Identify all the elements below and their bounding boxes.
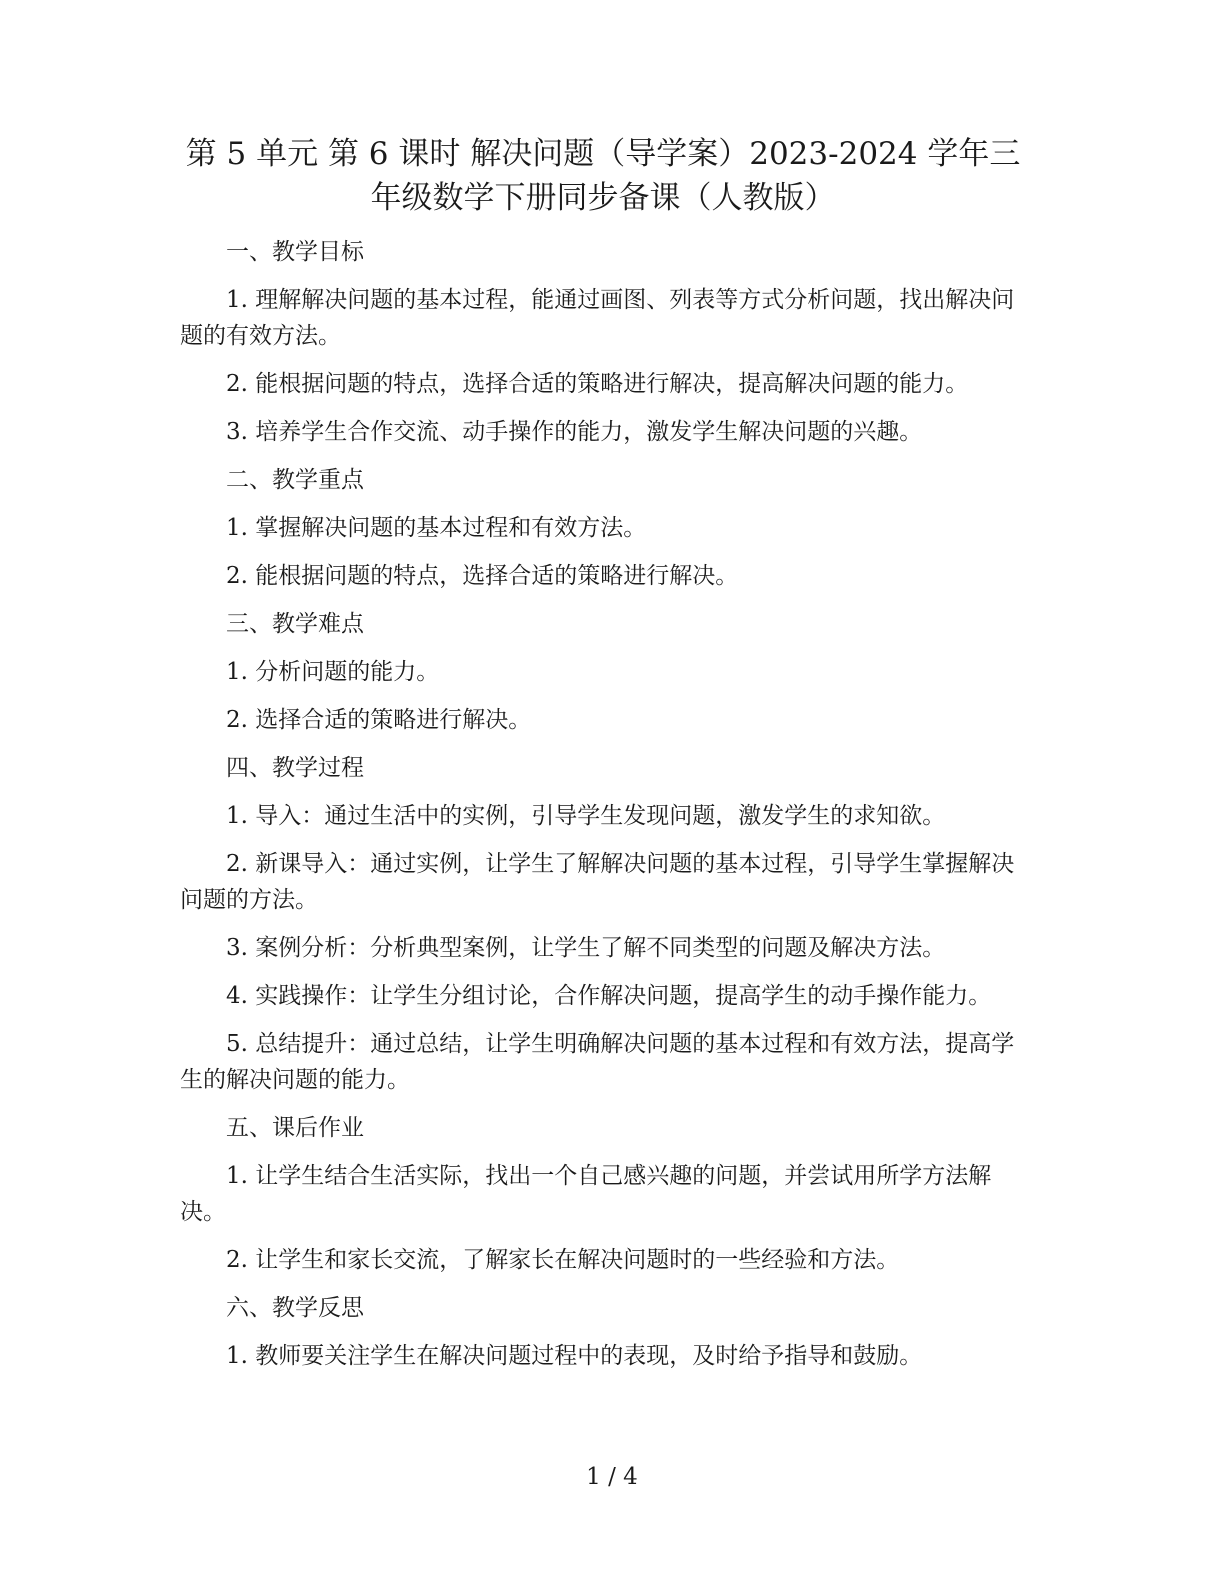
section-heading: 四、教学过程: [226, 755, 364, 781]
list-item: 4. 实践操作：让学生分组讨论，合作解决问题，提高学生的动手操作能力。: [226, 983, 992, 1009]
list-item: 1. 教师要关注学生在解决问题过程中的表现，及时给予指导和鼓励。: [226, 1343, 923, 1369]
section-heading: 一、教学目标: [226, 239, 364, 265]
section-heading: 五、课后作业: [226, 1115, 364, 1141]
list-item: 1. 分析问题的能力。: [226, 659, 440, 685]
list-item: 2. 选择合适的策略进行解决。: [226, 707, 532, 733]
section-difficulties: [180, 600, 1026, 744]
list-item: 5. 总结提升：通过总结，让学生明确解决问题的基本过程和有效方法，提高学生的解决问题的能力。: [180, 1031, 1015, 1093]
list-item: 2. 让学生和家长交流，了解家长在解决问题时的一些经验和方法。: [226, 1247, 900, 1273]
list-item: 2. 能根据问题的特点，选择合适的策略进行解决，提高解决问题的能力。: [226, 371, 969, 397]
section-heading: 二、教学重点: [226, 467, 364, 493]
section-homework: [180, 1104, 1026, 1284]
list-item: 3. 案例分析：分析典型案例，让学生了解不同类型的问题及解决方法。: [226, 935, 946, 961]
document-title: 第 5 单元 第 6 课时 解决问题（导学案）2023-2024 学年三年级数学下册同步备课（人教版）: [185, 136, 1021, 216]
list-item: 3. 培养学生合作交流、动手操作的能力，激发学生解决问题的兴趣。: [226, 419, 923, 445]
list-item: 1. 理解解决问题的基本过程，能通过画图、列表等方式分析问题，找出解决问题的有效方法。: [180, 287, 1015, 349]
section-objectives: [180, 228, 1026, 456]
section-heading: 三、教学难点: [226, 611, 364, 637]
document-page: [180, 132, 1026, 1380]
page-number: 1 / 4: [586, 1464, 638, 1490]
section-process: [180, 744, 1026, 1104]
list-item: 2. 能根据问题的特点，选择合适的策略进行解决。: [226, 563, 739, 589]
section-heading: 六、教学反思: [226, 1295, 364, 1321]
section-key-points: [180, 456, 1026, 600]
list-item: 1. 让学生结合生活实际，找出一个自己感兴趣的问题，并尝试用所学方法解决。: [180, 1163, 992, 1225]
list-item: 2. 新课导入：通过实例，让学生了解解决问题的基本过程，引导学生掌握解决问题的方法。: [180, 851, 1015, 913]
section-reflection: [180, 1284, 1026, 1380]
list-item: 1. 导入：通过生活中的实例，引导学生发现问题，激发学生的求知欲。: [226, 803, 946, 829]
list-item: 1. 掌握解决问题的基本过程和有效方法。: [226, 515, 647, 541]
